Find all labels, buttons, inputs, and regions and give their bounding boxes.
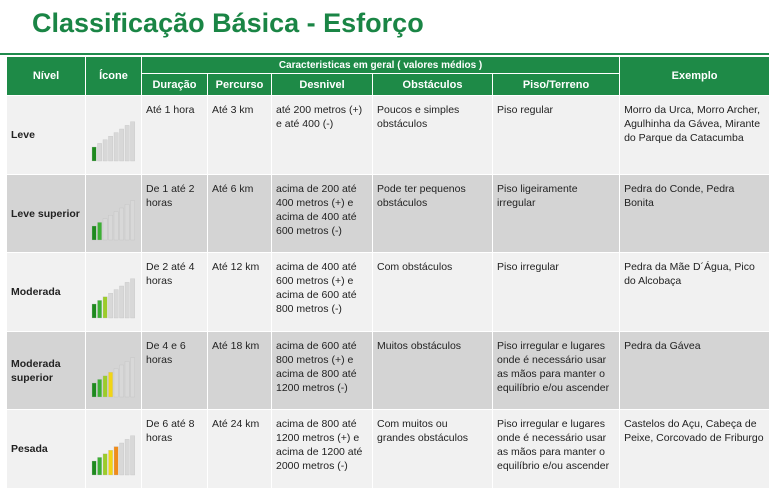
cell-obstaculos: Com obstáculos [373, 253, 493, 332]
level-label: Moderada [7, 253, 86, 332]
effort-bar-empty [108, 293, 112, 318]
level-label: Leve [7, 96, 86, 175]
effort-bar-filled [92, 147, 96, 161]
cell-obstaculos: Com muitos ou grandes obstáculos [373, 410, 493, 489]
cell-exemplo: Pedra da Mãe D´Água, Pico do Alcobaça [620, 253, 769, 332]
cell-desnivel: até 200 metros (+) e até 400 (-) [272, 96, 373, 175]
header-exemplo: Exemplo [620, 57, 769, 96]
effort-bar-filled [92, 383, 96, 397]
header-icone: Ícone [86, 57, 142, 96]
effort-bar-filled [97, 457, 101, 475]
effort-bar-filled [92, 461, 96, 475]
effort-bar-filled [97, 300, 101, 318]
cell-duracao: De 6 até 8 horas [142, 410, 208, 489]
level-label: Leve superior [7, 175, 86, 253]
effort-bar-filled [97, 222, 101, 240]
effort-bars-icon [90, 434, 138, 476]
cell-duracao: De 2 até 4 horas [142, 253, 208, 332]
effort-bars-icon [90, 356, 138, 398]
cell-percurso: Até 24 km [208, 410, 272, 489]
effort-bar-empty [119, 365, 123, 397]
effort-bar-empty [119, 208, 123, 240]
effort-bar-filled [103, 375, 107, 396]
cell-percurso: Até 3 km [208, 96, 272, 175]
cell-exemplo: Pedra da Gávea [620, 332, 769, 410]
cell-desnivel: acima de 600 até 800 metros (+) e acima de 800 até 1200 metros (-) [272, 332, 373, 410]
cell-percurso: Até 6 km [208, 175, 272, 253]
effort-bar-empty [119, 286, 123, 318]
effort-classification-table [6, 56, 769, 489]
cell-piso: Piso regular [493, 96, 620, 175]
effort-bars-icon [90, 199, 138, 241]
cell-obstaculos: Poucos e simples obstáculos [373, 96, 493, 175]
cell-percurso: Até 18 km [208, 332, 272, 410]
effort-bar-empty [103, 218, 107, 239]
cell-obstaculos: Pode ter pequenos obstáculos [373, 175, 493, 253]
cell-obstaculos: Muitos obstáculos [373, 332, 493, 410]
cell-desnivel: acima de 800 até 1200 metros (+) e acima de 1200 até 2000 metros (-) [272, 410, 373, 489]
effort-bar-empty [130, 279, 134, 318]
cell-duracao: Até 1 hora [142, 96, 208, 175]
effort-bars-icon [90, 120, 138, 162]
effort-bar-empty [130, 200, 134, 239]
header-percurso: Percurso [208, 74, 272, 96]
effort-bar-filled [97, 379, 101, 397]
effort-bar-filled [92, 304, 96, 318]
effort-bar-empty [125, 125, 129, 161]
effort-bar-empty [119, 443, 123, 475]
cell-exemplo: Morro da Urca, Morro Archer, Agulhinha da Gávea, Mirante do Parque da Catacumba [620, 96, 769, 175]
effort-bars-icon [90, 277, 138, 319]
table-row [7, 253, 769, 332]
effort-bar-empty [125, 361, 129, 397]
effort-bar-empty [130, 357, 134, 396]
effort-bar-empty [125, 439, 129, 475]
cell-piso: Piso ligeiramente irregular [493, 175, 620, 253]
cell-percurso: Até 12 km [208, 253, 272, 332]
header-duracao: Duração [142, 74, 208, 96]
effort-bar-filled [108, 450, 112, 475]
effort-bar-empty [114, 368, 118, 396]
cell-desnivel: acima de 200 até 400 metros (+) e acima de 400 até 600 metros (-) [272, 175, 373, 253]
effort-bar-empty [108, 136, 112, 161]
header-group: Caracteristicas em geral ( valores médios ) [142, 57, 620, 74]
table-row [7, 175, 769, 253]
header-nivel: Nível [7, 57, 86, 96]
level-label: Pesada [7, 410, 86, 489]
effort-bar-empty [97, 143, 101, 161]
cell-duracao: De 1 até 2 horas [142, 175, 208, 253]
effort-bar-empty [125, 204, 129, 240]
effort-bar-empty [125, 282, 129, 318]
page-title: Classificação Básica - Esforço [32, 8, 424, 38]
effort-bar-empty [119, 129, 123, 161]
effort-bar-empty [108, 215, 112, 240]
effort-bar-filled [114, 447, 118, 475]
cell-duracao: De 4 e 6 horas [142, 332, 208, 410]
effort-bar-filled [103, 297, 107, 318]
cell-desnivel: acima de 400 até 600 metros (+) e acima de 600 até 800 metros (-) [272, 253, 373, 332]
header-piso: Piso/Terreno [493, 74, 620, 96]
header-desnivel: Desnivel [272, 74, 373, 96]
effort-bar-filled [92, 226, 96, 240]
cell-piso: Piso irregular e lugares onde é necessário usar as mãos para manter o equilíbrio e/ou ascender [493, 332, 620, 410]
effort-bar-empty [130, 122, 134, 161]
table-row [7, 410, 769, 489]
title-divider [0, 53, 769, 55]
effort-bar-empty [103, 140, 107, 161]
effort-bar-empty [114, 211, 118, 239]
cell-piso: Piso irregular e lugares onde é necessário usar as mãos para manter o equilíbrio e/ou ascender [493, 410, 620, 489]
table-row [7, 96, 769, 175]
header-obstaculos: Obstáculos [373, 74, 493, 96]
effort-bar-empty [114, 133, 118, 161]
table-row [7, 332, 769, 410]
cell-piso: Piso irregular [493, 253, 620, 332]
effort-bar-filled [103, 454, 107, 475]
effort-bar-empty [114, 290, 118, 318]
level-label: Moderada superior [7, 332, 86, 410]
effort-bar-filled [108, 372, 112, 397]
effort-bar-empty [130, 436, 134, 475]
cell-exemplo: Castelos do Açu, Cabeça de Peixe, Corcovado de Friburgo [620, 410, 769, 489]
cell-exemplo: Pedra do Conde, Pedra Bonita [620, 175, 769, 253]
